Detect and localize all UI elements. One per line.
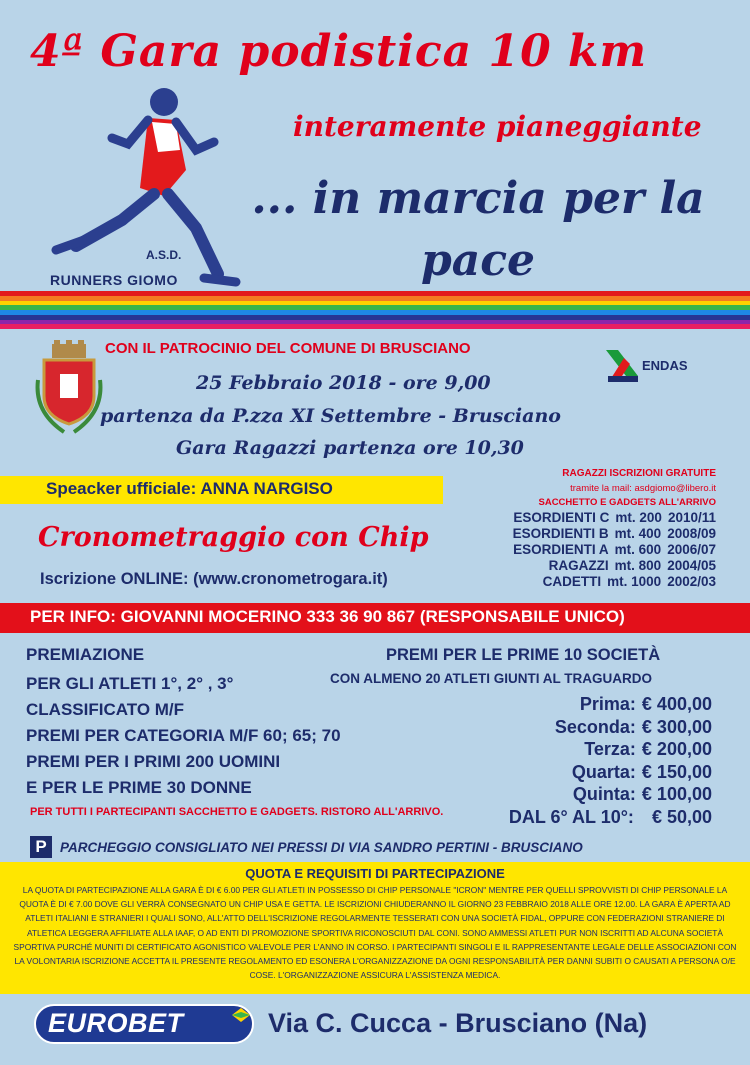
club-name: RUNNERS GIOMO bbox=[50, 272, 178, 288]
kids-category-name: ESORDIENTI A bbox=[513, 542, 609, 557]
kids-category-name: ESORDIENTI B bbox=[512, 526, 609, 541]
society-prize-row bbox=[440, 738, 712, 761]
kids-title: RAGAZZI ISCRIZIONI GRATUITE bbox=[562, 468, 716, 479]
club-asd-label: A.S.D. bbox=[146, 248, 182, 262]
kids-category-name: RAGAZZI bbox=[548, 558, 609, 573]
prize-place: Terza: bbox=[584, 739, 636, 760]
sponsor-name: EUROBET bbox=[48, 1008, 184, 1038]
society-prize-row bbox=[440, 761, 712, 784]
quota-title: QUOTA E REQUISITI DI PARTECIPAZIONE bbox=[245, 866, 505, 881]
rainbow-stripe bbox=[0, 291, 750, 329]
kids-category-dist: mt. 400 bbox=[614, 526, 662, 541]
prize-amount: € 200,00 bbox=[641, 739, 712, 760]
municipality-crest-icon bbox=[34, 340, 104, 436]
society-prize-row bbox=[440, 806, 712, 829]
start-location: partenza da P.zza XI Settembre - Brusciano bbox=[100, 405, 561, 427]
speaker-text: Speacker ufficiale: ANNA NARGISO bbox=[46, 479, 333, 498]
info-contact: PER INFO: GIOVANNI MOCERINO 333 36 90 867 (RESPONSABILE UNICO) bbox=[30, 607, 625, 626]
endas-label: ENDAS bbox=[642, 358, 688, 373]
kids-category-years: 2010/11 bbox=[667, 510, 716, 525]
kids-start-time: Gara Ragazzi partenza ore 10,30 bbox=[176, 437, 524, 459]
kids-category-row bbox=[448, 526, 716, 542]
kids-category-years: 2004/05 bbox=[667, 558, 716, 573]
kids-category-row bbox=[448, 542, 716, 558]
kids-category-years: 2006/07 bbox=[667, 542, 716, 557]
prize-amount: € 300,00 bbox=[641, 716, 712, 737]
kids-categories-box bbox=[448, 466, 716, 590]
kids-category-dist: mt. 1000 bbox=[607, 574, 662, 589]
society-prize-row bbox=[440, 783, 712, 806]
prize-amount: € 50,00 bbox=[651, 806, 712, 827]
event-date: 25 Febbraio 2018 - ore 9,00 bbox=[196, 372, 491, 394]
prize-amount: € 100,00 bbox=[641, 784, 712, 805]
society-prize-list bbox=[440, 693, 712, 829]
society-prize-row bbox=[440, 693, 712, 716]
kids-category-row bbox=[448, 558, 716, 574]
prize-amount: € 150,00 bbox=[641, 761, 712, 782]
kids-category-years: 2008/09 bbox=[667, 526, 716, 541]
parking-text: PARCHEGGIO CONSIGLIATO NEI PRESSI DI VIA SANDRO PERTINI - BRUSCIANO bbox=[60, 840, 583, 855]
awards-line: PER GLI ATLETI 1°, 2° , 3° bbox=[26, 674, 234, 693]
chip-timing-title: Cronometraggio con Chip bbox=[38, 522, 429, 553]
kids-category-dist: mt. 600 bbox=[614, 542, 662, 557]
event-subtitle: interamente pianeggiante bbox=[293, 110, 702, 143]
prize-place: Seconda: bbox=[554, 716, 636, 737]
parking-icon: P bbox=[30, 836, 52, 858]
kids-gadgets: SACCHETTO E GADGETS ALL'ARRIVO bbox=[538, 497, 716, 508]
sponsor-flag-icon bbox=[232, 1008, 250, 1022]
rainbow-band bbox=[0, 324, 750, 329]
kids-category-name: ESORDIENTI C bbox=[513, 510, 610, 525]
prize-place: Prima: bbox=[579, 694, 636, 714]
kids-category-row bbox=[448, 574, 716, 590]
event-slogan: ... in marcia per la pace bbox=[251, 173, 705, 286]
societies-title: PREMI PER LE PRIME 10 SOCIETÀ bbox=[386, 646, 661, 664]
kids-mail: tramite la mail: asdgiomo@libero.it bbox=[570, 483, 716, 494]
awards-note: PER TUTTI I PARTECIPANTI SACCHETTO E GADGETS. RISTORO ALL'ARRIVO. bbox=[30, 806, 444, 818]
awards-heading: PREMIAZIONE bbox=[26, 645, 145, 664]
awards-line: PREMI PER I PRIMI 200 UOMINI bbox=[26, 752, 281, 771]
kids-category-years: 2002/03 bbox=[667, 574, 716, 589]
kids-category-row bbox=[448, 510, 716, 526]
runner-logo-icon bbox=[36, 78, 251, 293]
patronage-text: CON IL PATROCINIO DEL COMUNE DI BRUSCIANO bbox=[105, 340, 471, 357]
quota-text: LA QUOTA DI PARTECIPAZIONE ALLA GARA È DI € 6.00 PER GLI ATLETI IN POSSESSO DI CHIP PERSONALE "ICRON" MENTRE PER QUELLI SPROVVISTI DI CHIP PERSONALE LA QUOTA È DI € 7.00 DOVE GLI VERRÀ CONSEGNATO UN CHIP USA E GETTA. LE ISCRIZIONI CHIUDERANNO IL GIORNO 23 FEBBRAIO 2018 ALLE ORE 12.00. LA GARA È APERTA AD ATLETI ITALIANI E STRANIERI I QUALI SONO, ALL'ATTO DELL'ISCRIZIONE REGOLARMENTE TESSERATI CON UNA SOCIETÀ FIDAL, OPPURE CON FEDERAZIONI STRANIERE DI ATLETICA LEGGERA AFFILIATE ALLA IAAF, O AD ENTI DI PROMOZIONE SPORTIVA RICONOSCIUTI DAL CONI. SONO AMMESSI ATLETI PUR NON ISCRITTI AD ALCUNA SOCIETÀ SPORTIVA PURCHÉ MUNITI DI CERTIFICATO AGONISTICO VALEVOLE PER L'ANNO IN CORSO. I PARTECIPANTI SINGOLI E IL RAPPRESENTANTE LEGALE DELLE ASSOCIAZIONI CON LA VOLONTARIA ISCRIZIONE ACCETTA IL PRESENTE REGOLAMENTO ED ESONERA L'ORGANIZZAZIONE DA OGNI RESPONSABILITÀ PER DANNI SUBITI O CAUSATI A PERSONA O/E COSE. L'ORGANIZZAZIONE ASSICURA L'ASSISTENZA MEDICA. bbox=[13, 885, 737, 981]
awards-line: E PER LE PRIME 30 DONNE bbox=[26, 778, 252, 797]
online-registration: Iscrizione ONLINE: (www.cronometrogara.it) bbox=[40, 570, 388, 588]
prize-place: Quarta: bbox=[571, 761, 636, 782]
kids-category-name: CADETTI bbox=[542, 574, 602, 589]
awards-line: PREMI PER CATEGORIA M/F 60; 65; 70 bbox=[26, 726, 341, 745]
society-prize-row bbox=[440, 716, 712, 739]
awards-line: CLASSIFICATO M/F bbox=[26, 700, 185, 719]
societies-subtitle: CON ALMENO 20 ATLETI GIUNTI AL TRAGUARDO bbox=[330, 671, 652, 686]
kids-category-dist: mt. 800 bbox=[614, 558, 662, 573]
prize-place: Quinta: bbox=[572, 784, 636, 805]
kids-category-dist: mt. 200 bbox=[615, 510, 662, 525]
venue-address: Via C. Cucca - Brusciano (Na) bbox=[268, 1008, 648, 1038]
endas-logo-icon bbox=[604, 346, 640, 384]
event-title: 4ª Gara podistica 10 km bbox=[30, 26, 648, 77]
prize-place: DAL 6° AL 10°: bbox=[508, 806, 634, 827]
prize-amount: € 400,00 bbox=[641, 694, 712, 714]
awards-list bbox=[26, 671, 341, 801]
kids-category-list bbox=[448, 510, 716, 590]
